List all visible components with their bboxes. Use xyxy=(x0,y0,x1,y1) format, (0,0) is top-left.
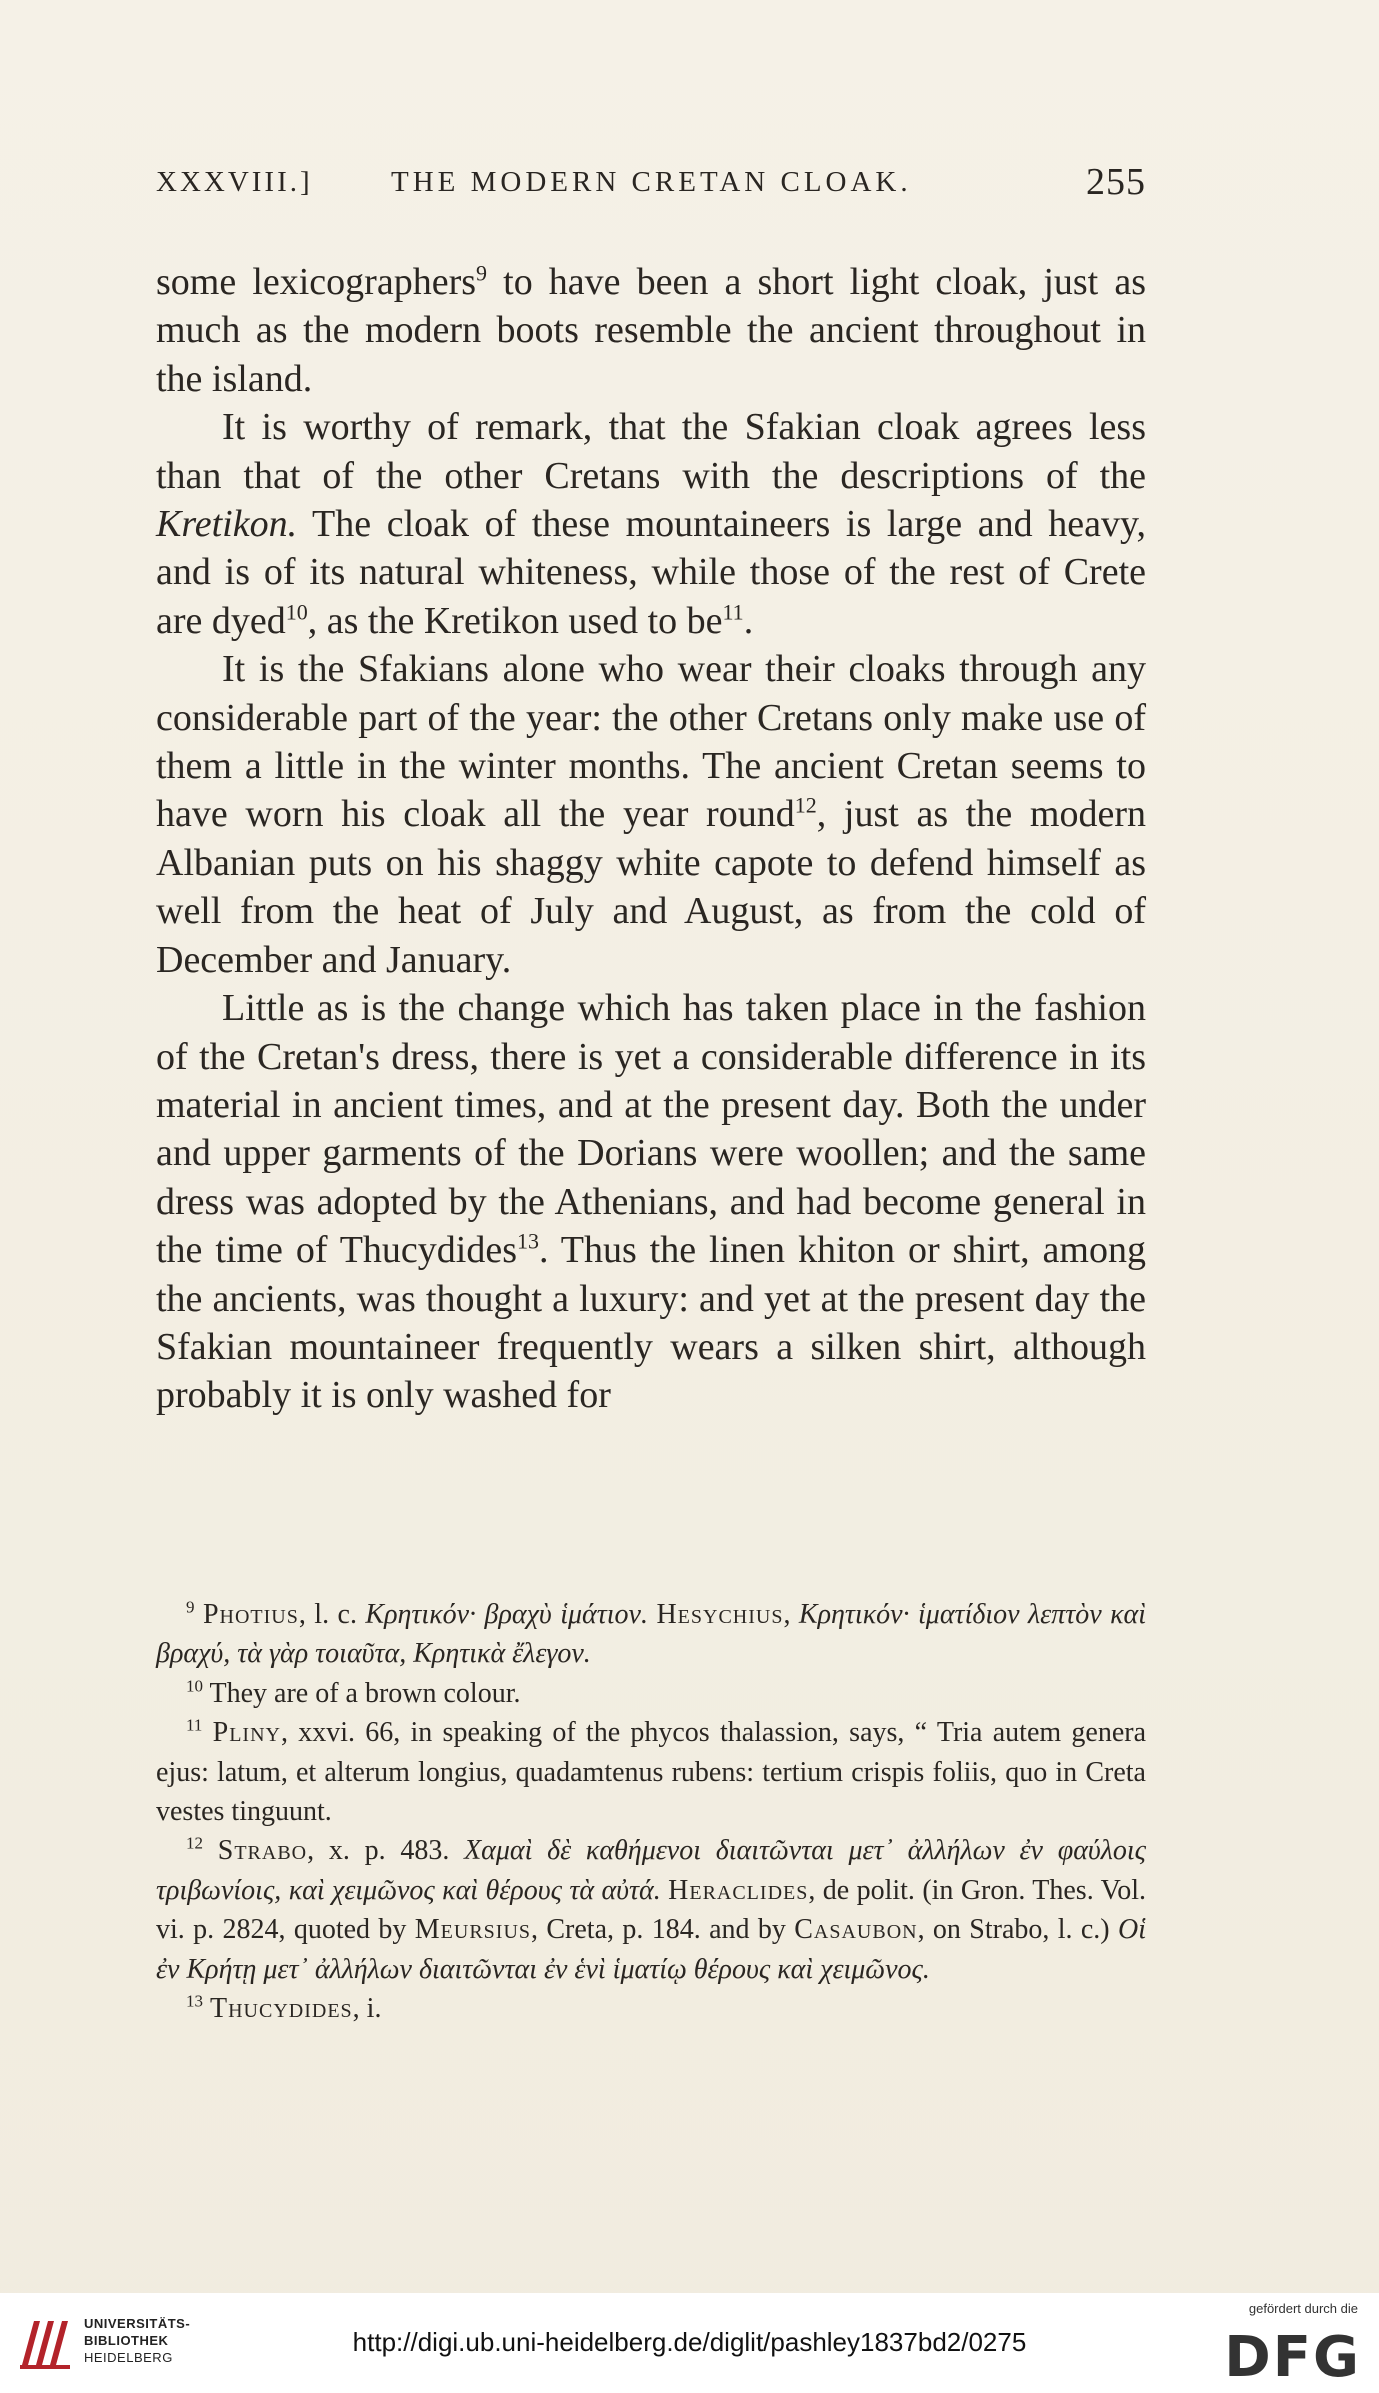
paragraph-2 xyxy=(156,403,1146,645)
paragraph-3 xyxy=(156,645,1146,984)
footnote-ref-9: 9 xyxy=(476,260,488,286)
main-text xyxy=(156,258,1146,1420)
text-run: . xyxy=(743,599,754,642)
dfg-logo: DFG xyxy=(1224,2325,1361,2390)
footnote-number: 11 xyxy=(186,1715,203,1735)
text-run: to have been a short light cloak, just as much as the modern boots resemble the ancient throughout in the island. xyxy=(156,261,1146,400)
greek-quote: Χαμαὶ δὲ καθήμενοι διαιτῶνται μετ᾽ ἀλλήλων ἐν φαύλοις τριβωνίοις, καὶ χειμῶνος καὶ θέρους τὰ αὐτά. xyxy=(156,1835,1147,1906)
footnote-number: 12 xyxy=(186,1834,203,1854)
funder-label: gefördert durch die xyxy=(1248,2301,1358,2316)
author-name: Meursius xyxy=(414,1914,532,1946)
text-run: , as the Kretikon used to be xyxy=(307,599,723,642)
footnotes xyxy=(156,1595,1146,2028)
italic-term: Kretikon. xyxy=(156,503,298,546)
author-name: Strabo xyxy=(217,1835,308,1867)
author-name: Pliny xyxy=(212,1717,281,1749)
text-run: , xxvi. 66, in speaking of the phycos thalassion, says, “ Tria autem genera ejus: latum, et alterum longius, quadamtenus rubens: tertium crispis foliis, quo in Creta vestes tinguunt. xyxy=(156,1717,1147,1828)
text-run: They are of a brown colour. xyxy=(209,1677,521,1709)
footnote-13 xyxy=(156,1989,1146,2028)
library-name-line: HEIDELBERG xyxy=(84,2350,173,2365)
author-name: Thucydides xyxy=(210,1993,353,2025)
text-run: , on Strabo, l. c.) xyxy=(917,1914,1118,1946)
text-run: , Creta, p. 184. and by xyxy=(531,1914,795,1946)
library-name-line: BIBLIOTHEK xyxy=(84,2333,169,2348)
text-run: . Thus the linen khiton or shirt, among the ancients, was thought a luxury: and yet at the present day the Sfakian mountaineer frequently wears a silken shirt, although probably it is only washed for xyxy=(156,1229,1146,1417)
footnote-ref-10: 10 xyxy=(285,599,308,625)
paragraph-1 xyxy=(156,258,1146,403)
running-header xyxy=(156,160,1146,210)
author-name: Hesychius xyxy=(656,1599,784,1630)
text-run: , x. p. 483. xyxy=(307,1835,465,1867)
author-name: Heraclides xyxy=(668,1874,809,1906)
text-run xyxy=(661,1875,668,1906)
text-run: some lexicographers xyxy=(156,261,477,303)
text-run: , i. xyxy=(352,1993,382,2025)
page-number: 255 xyxy=(1086,161,1146,203)
footnote-ref-12: 12 xyxy=(794,792,817,818)
text-run: The cloak of these mountaineers is large and heavy, and is of its natural whiteness, while those of the rest of Crete are dyed xyxy=(156,503,1146,642)
footnote-number: 13 xyxy=(186,1991,203,2011)
footnote-10 xyxy=(156,1674,1146,1713)
greek-quote: Οἱ ἐν Κρήτῃ μετ᾽ ἀλλήλων διαιτῶνται ἐν ἑνὶ ἱματίῳ θέρους καὶ χειμῶνος. xyxy=(156,1914,1146,1985)
text-run: , de polit. (in Gron. Thes. Vol. vi. p. 2824, quoted by xyxy=(156,1874,1146,1946)
footnote-12 xyxy=(156,1831,1146,1989)
greek-quote: Κρητικόν· βραχὺ ἱμάτιον. xyxy=(365,1599,648,1630)
running-title: THE MODERN CRETAN CLOAK. xyxy=(391,166,912,198)
paragraph-4 xyxy=(156,984,1146,1420)
digitization-footer xyxy=(0,2293,1379,2393)
library-name-line: UNIVERSITÄTS- xyxy=(84,2316,191,2331)
permalink[interactable]: http://digi.ub.uni-heidelberg.de/diglit/pashley1837bd2/0275 xyxy=(352,2327,1027,2357)
author-name: Casaubon xyxy=(794,1914,918,1946)
footnote-ref-13: 13 xyxy=(517,1228,540,1254)
footnote-number: 10 xyxy=(186,1676,203,1696)
footnote-ref-11: 11 xyxy=(722,599,744,625)
text-run: , xyxy=(783,1599,799,1630)
footnote-number: 9 xyxy=(186,1597,195,1617)
text-run: , just as the modern Albanian puts on his shaggy white capote to defend himself as well from the heat of July and August, as from the cold of December and January. xyxy=(156,793,1146,981)
text-run: It is the Sfakians alone who wear their cloaks through any considerable part of the year: the other Cretans only make use of them a little in the winter months. The ancient Cretan seems to have worn his cloak all the year round xyxy=(156,648,1146,836)
text-run: , l. c. xyxy=(298,1599,366,1630)
chapter-marker: XXXVIII.] xyxy=(156,166,313,198)
footnote-11 xyxy=(156,1713,1146,1831)
text-run: Little as is the change which has taken place in the fashion of the Cretan's dress, there is yet a considerable difference in its material in ancient times, and at the present day. Both the under and upper garments of the Dorians were woollen; and the same dress was adopted by the Athenians, and had become general in the time of Thucydides xyxy=(156,987,1146,1272)
footnote-9 xyxy=(156,1595,1146,1674)
greek-quote: Κρητικόν· ἱματίδιον λεπτὸν καὶ βραχύ, τὰ γὰρ τοιαῦτα, Κρητικὰ ἔλεγον. xyxy=(156,1599,1147,1670)
author-name: Photius xyxy=(202,1599,299,1630)
text-run: It is worthy of remark, that the Sfakian cloak agrees less than that of the other Cretans with the descriptions of the xyxy=(156,406,1146,497)
